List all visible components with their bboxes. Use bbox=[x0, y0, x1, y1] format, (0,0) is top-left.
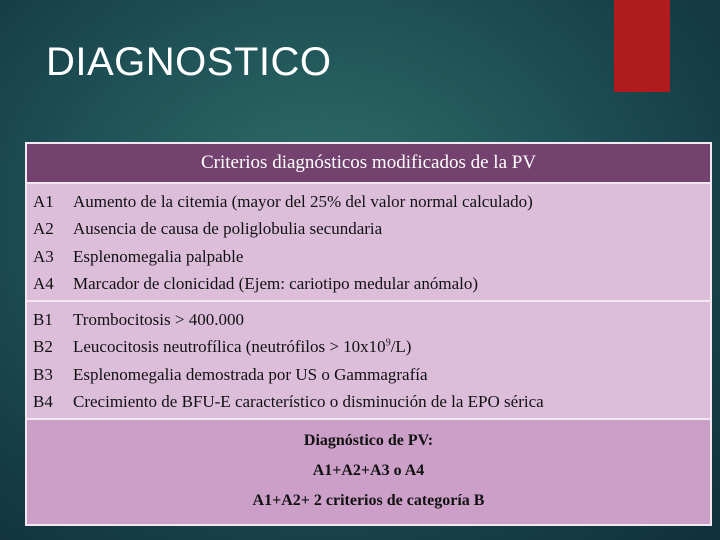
superscript-exponent: 9 bbox=[385, 337, 391, 349]
criteria-code: B2 bbox=[33, 337, 53, 357]
criteria-code: A4 bbox=[33, 274, 54, 294]
criteria-code: A2 bbox=[33, 219, 54, 239]
criteria-text: Esplenomegalia demostrada por US o Gammagrafía bbox=[73, 364, 428, 384]
criteria-row-b1 bbox=[27, 306, 710, 334]
criteria-code: A1 bbox=[33, 191, 54, 211]
criteria-text: Esplenomegalia palpable bbox=[73, 246, 244, 266]
summary-rule-2: A1+A2+ 2 criterios de categoría B bbox=[252, 492, 485, 509]
criteria-text-unit: /L) bbox=[390, 337, 412, 357]
criteria-row-a4 bbox=[27, 271, 710, 299]
criteria-row-a2 bbox=[27, 216, 710, 244]
criteria-row-b2 bbox=[27, 334, 710, 362]
criteria-code: B1 bbox=[33, 309, 53, 329]
criteria-text bbox=[73, 337, 710, 357]
criteria-table bbox=[25, 142, 712, 526]
criteria-group-a bbox=[27, 184, 710, 302]
table-header: Criterios diagnósticos modificados de la PV bbox=[27, 144, 710, 184]
criteria-text: Crecimiento de BFU-E característico o disminución de la EPO sérica bbox=[73, 392, 544, 412]
criteria-code: B3 bbox=[33, 364, 53, 384]
summary-rule-1: A1+A2+A3 o A4 bbox=[312, 462, 425, 479]
criteria-row-b3 bbox=[27, 361, 710, 389]
criteria-code: B4 bbox=[33, 392, 53, 412]
criteria-group-b bbox=[27, 302, 710, 420]
criteria-row-b4 bbox=[27, 389, 710, 417]
criteria-code: A3 bbox=[33, 246, 54, 266]
diagnosis-summary bbox=[27, 420, 710, 524]
criteria-text-main: Leucocitosis neutrofílica (neutrófilos > 10x10 bbox=[73, 337, 386, 357]
criteria-row-a1 bbox=[27, 188, 710, 216]
slide-title: DIAGNOSTICO bbox=[46, 40, 332, 84]
summary-title: Diagnóstico de PV: bbox=[303, 432, 434, 449]
criteria-row-a3 bbox=[27, 243, 710, 271]
accent-bar bbox=[614, 0, 670, 92]
criteria-text: Aumento de la citemia (mayor del 25% del valor normal calculado) bbox=[73, 191, 533, 211]
criteria-text: Ausencia de causa de poliglobulia secundaria bbox=[73, 219, 383, 239]
criteria-text: Trombocitosis > 400.000 bbox=[73, 309, 244, 329]
criteria-text: Marcador de clonicidad (Ejem: cariotipo medular anómalo) bbox=[73, 274, 479, 294]
